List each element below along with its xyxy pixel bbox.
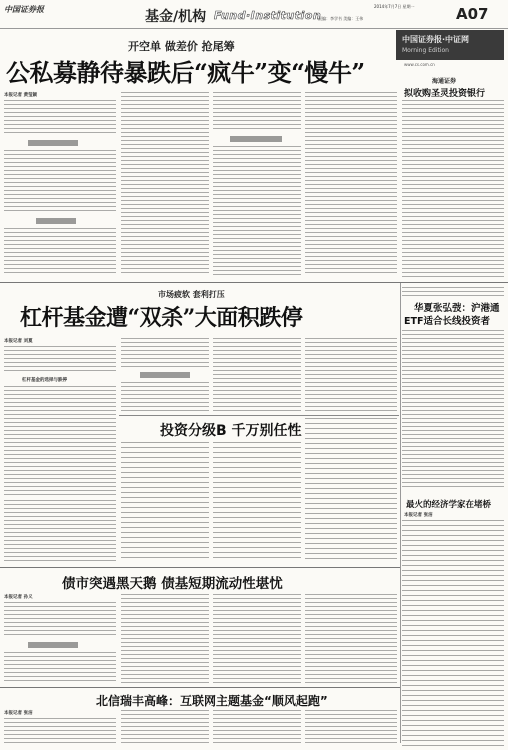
ma-story-headline: 投资分级B 千万别任性 [160,423,302,439]
mid-story-headline: 杠杆基金遭“双杀”大面积跌停 [20,305,303,331]
right-mid-pre [402,287,504,297]
mid-story-col1b [4,500,116,562]
mid-story-byline: 本报记者 刘夏 [4,339,33,344]
bottom-story-col2 [121,710,209,746]
right-mid-headline-1: 华夏张弘弢：沪港通 [414,303,500,314]
info-banner-en: Morning Edition [402,47,449,54]
bottom-story-headline: 北信瑞丰高峰：互联网主题基金“顺风起跑” [96,694,328,708]
right-mid-headline-2: ETF适合长线投资者 [404,316,490,327]
bond-story-headline: 债市突遇黑天鹅 债基短期流动性堪忧 [62,576,283,592]
section-title: 基金/机构 [145,9,207,25]
top-story-col4 [305,92,397,276]
mid-story-kicker: 市场疲软 套利打压 [158,290,225,299]
bond-story-col2 [121,594,209,684]
info-banner-cn: 中国证券报·中证网 [402,35,470,44]
mid-story-col3 [213,338,301,412]
top-story-subhead2 [36,218,76,224]
page-number: A07 [456,5,489,23]
info-banner [396,30,504,60]
url-label: www.cs.com.cn [404,62,435,67]
ma-story-col2 [213,442,301,562]
mid-story-subhead: 杠杆基金的选择与跌停 [22,378,67,383]
bond-story-col4 [305,594,397,684]
right-top-headline: 拟收购圣灵投资银行 [404,89,486,99]
ma-story-col3 [305,418,397,562]
top-story-headline: 公私募静待暴跌后“疯牛”变“慢牛” [6,58,365,87]
right-top-kicker: 海通证券 [432,78,457,85]
top-story-subhead1 [28,140,78,146]
masthead-rule [0,28,508,29]
right-low-body [402,520,504,746]
bond-story-byline: 本报记者 孙义 [4,595,33,600]
date-line: 2014年7月7日 星期一 [374,4,415,9]
bottom-story-col4 [305,710,397,746]
bottom-story-col1 [4,718,116,746]
bottom-story-byline: 本报记者 张洁 [4,711,33,716]
right-mid-body [402,330,504,490]
top-story-byline: 本报记者 黄莹颖 [4,93,38,98]
bond-story-col3 [213,594,301,684]
editor-line: 责编：李学书 美编：王伟 [318,16,364,21]
top-story-col2 [121,92,209,276]
paper-name: 中国证券报 [4,4,44,14]
top-story-col1 [4,100,116,136]
top-story-col3 [213,92,301,132]
bottom-story-col3 [213,710,301,746]
ma-story-col1 [121,442,209,562]
masthead [0,0,508,32]
right-top-body [402,100,504,278]
right-low-headline: 最火的经济学家在堵桥 [406,500,492,510]
bond-story-col1 [4,602,116,638]
right-low-byline: 本报记者 张洁 [404,513,433,518]
section-title-en: Fund·Institution [214,9,322,22]
mid-story-col1 [4,346,116,374]
mid-story-col4 [305,338,397,412]
top-story-kicker: 开空单 做差价 抢尾筹 [128,40,235,53]
mid-story-col2 [121,338,209,368]
